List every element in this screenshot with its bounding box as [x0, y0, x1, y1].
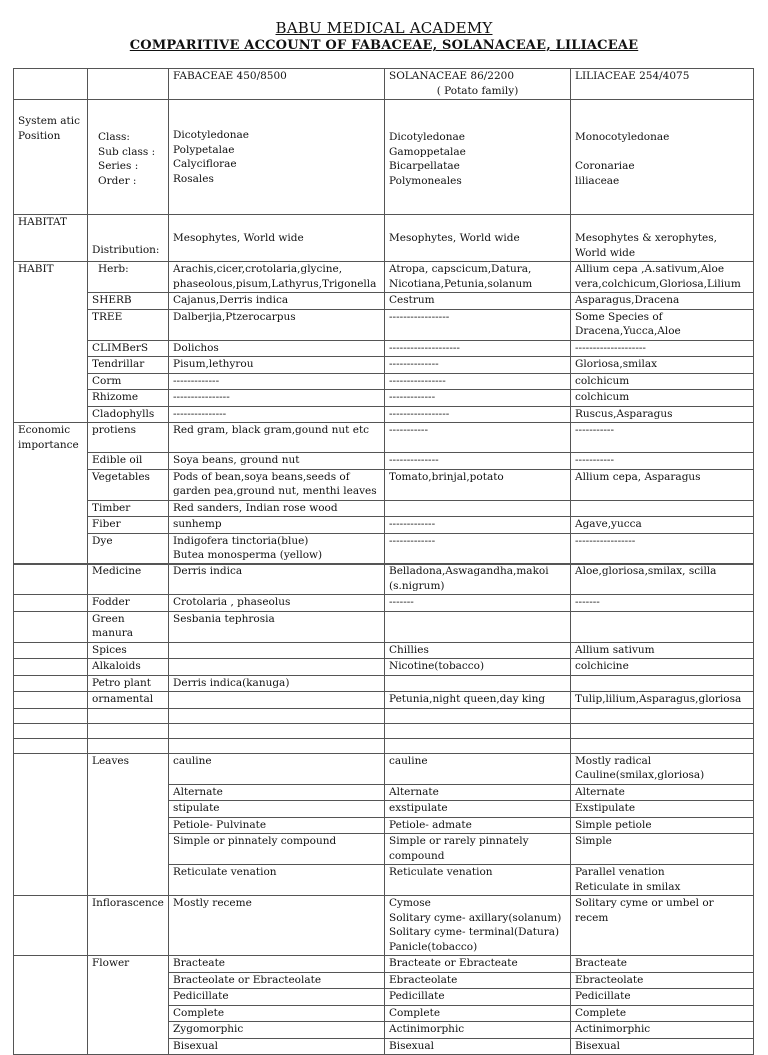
empty-cell	[169, 708, 385, 723]
inflorescence-label: Inflorascence	[88, 896, 169, 956]
systematic-liliaceae: Monocotyledonae Coronariae liliaceae	[571, 100, 754, 215]
habit-type: Tendrillar	[88, 357, 169, 374]
fabaceae-cell	[169, 642, 385, 659]
habit-row	[14, 293, 754, 310]
economic-type: Edible oil	[88, 453, 169, 470]
fabaceae-cell: Dalberjia,Ptzerocarpus	[169, 309, 385, 340]
fabaceae-cell	[169, 692, 385, 709]
header-row	[14, 69, 754, 100]
liliaceae-cell: colchicine	[571, 659, 754, 676]
habit-label: HABIT	[14, 262, 88, 423]
empty-cell	[88, 738, 169, 753]
comparison-table-2	[13, 563, 754, 1055]
systematic-label: System atic Position	[14, 100, 88, 215]
economic-label: Economic importance	[14, 423, 88, 565]
fabaceae-cell: cauline	[169, 753, 385, 784]
fabaceae-cell	[169, 659, 385, 676]
economic-type: Timber	[88, 500, 169, 517]
fabaceae-cell: Pods of bean,soya beans,seeds of garden pea,ground nut, menthi leaves	[169, 469, 385, 500]
solanaceae-cell: -------------	[385, 390, 571, 407]
uses-row	[14, 564, 754, 595]
fabaceae-cell: Complete	[169, 1005, 385, 1022]
economic-type: protiens	[88, 423, 169, 453]
flower-row	[14, 956, 754, 973]
fabaceae-cell: -------------	[169, 373, 385, 390]
solanaceae-cell: Bisexual	[385, 1038, 571, 1055]
use-type: ornamental	[88, 692, 169, 709]
empty-cell	[169, 738, 385, 753]
fabaceae-cell: Derris indica(kanuga)	[169, 675, 385, 692]
fabaceae-cell: Crotolaria , phaseolus	[169, 595, 385, 612]
use-type: Medicine	[88, 564, 169, 595]
flower-label: Flower	[88, 956, 169, 1055]
habitat-solanaceae: Mesophytes, World wide	[385, 215, 571, 262]
liliaceae-cell: Bisexual	[571, 1038, 754, 1055]
solanaceae-cell: Tomato,brinjal,potato	[385, 469, 571, 500]
document-subtitle: COMPARITIVE ACCOUNT OF FABACEAE, SOLANACEAE, LILIACEAE	[129, 38, 639, 53]
solanaceae-cell: Ebracteolate	[385, 972, 571, 989]
fabaceae-cell: Bracteate	[169, 956, 385, 973]
habit-row	[14, 406, 754, 423]
row-spacer-cell	[14, 595, 88, 612]
liliaceae-cell: Exstipulate	[571, 801, 754, 818]
solanaceae-cell: Actinimorphic	[385, 1022, 571, 1039]
economic-row	[14, 453, 754, 470]
uses-row	[14, 642, 754, 659]
empty-cell	[14, 708, 88, 723]
liliaceae-cell: colchicum	[571, 390, 754, 407]
solanaceae-cell: Simple or rarely pinnately compound	[385, 834, 571, 865]
empty-cell	[385, 708, 571, 723]
fabaceae-cell: Petiole- Pulvinate	[169, 817, 385, 834]
solanaceae-cell: exstipulate	[385, 801, 571, 818]
solanaceae-cell: -------------	[385, 517, 571, 534]
solanaceae-cell	[385, 500, 571, 517]
uses-row	[14, 595, 754, 612]
liliaceae-cell: Ebracteolate	[571, 972, 754, 989]
habitat-row	[14, 215, 754, 262]
title-block	[0, 20, 768, 54]
liliaceae-cell	[571, 675, 754, 692]
leaves-label: Leaves	[88, 753, 169, 896]
empty-cell	[571, 738, 754, 753]
solanaceae-cell: Petunia,night queen,day king	[385, 692, 571, 709]
economic-row	[14, 533, 754, 564]
habitat-label: HABITAT	[14, 215, 88, 262]
economic-type: Fiber	[88, 517, 169, 534]
solanaceae-cell: Complete	[385, 1005, 571, 1022]
economic-row	[14, 500, 754, 517]
solanaceae-cell: cauline	[385, 753, 571, 784]
liliaceae-cell: Ruscus,Asparagus	[571, 406, 754, 423]
habit-type: SHERB	[88, 293, 169, 310]
empty-cell	[88, 723, 169, 738]
liliaceae-cell: -----------------	[571, 533, 754, 564]
solanaceae-subheader: ( Potato family)	[436, 84, 519, 97]
habit-type: CLIMBerS	[88, 340, 169, 357]
liliaceae-cell	[571, 500, 754, 517]
liliaceae-cell: Parallel venation Reticulate in smilax	[571, 865, 754, 896]
fabaceae-cell: ----------------	[169, 390, 385, 407]
uses-row	[14, 659, 754, 676]
solanaceae-cell: Petiole- admate	[385, 817, 571, 834]
liliaceae-cell: -----------	[571, 453, 754, 470]
solanaceae-cell: Cestrum	[385, 293, 571, 310]
fabaceae-cell: stipulate	[169, 801, 385, 818]
economic-row	[14, 469, 754, 500]
uses-row	[14, 611, 754, 642]
fabaceae-cell: Cajanus,Derris indica	[169, 293, 385, 310]
liliaceae-cell: Tulip,lilium,Asparagus,gloriosa	[571, 692, 754, 709]
economic-row	[14, 517, 754, 534]
liliaceae-cell: -------	[571, 595, 754, 612]
row-spacer-cell	[14, 692, 88, 709]
liliaceae-cell: Pedicillate	[571, 989, 754, 1006]
fabaceae-cell: Derris indica	[169, 564, 385, 595]
fabaceae-cell: Zygomorphic	[169, 1022, 385, 1039]
liliaceae-cell: Some Species of Dracena,Yucca,Aloe	[571, 309, 754, 340]
empty-header-cell	[14, 69, 88, 100]
fabaceae-cell: Pisum,lethyrou	[169, 357, 385, 374]
use-type: Alkaloids	[88, 659, 169, 676]
leaves-spacer-cell	[14, 753, 88, 896]
liliaceae-cell: Allium cepa ,A.sativum,Aloe vera,colchicum,Gloriosa,Lilium	[571, 262, 754, 293]
liliaceae-cell	[571, 611, 754, 642]
liliaceae-cell: Mostly radical Cauline(smilax,gloriosa)	[571, 753, 754, 784]
solanaceae-header-text: SOLANACEAE 86/2200	[389, 70, 515, 82]
use-type: Green manura	[88, 611, 169, 642]
liliaceae-cell: --------------------	[571, 340, 754, 357]
fabaceae-cell: Pedicillate	[169, 989, 385, 1006]
empty-cell	[14, 738, 88, 753]
empty-cell	[571, 708, 754, 723]
fabaceae-cell: Bisexual	[169, 1038, 385, 1055]
use-type: Petro plant	[88, 675, 169, 692]
liliaceae-cell: Alternate	[571, 784, 754, 801]
empty-row	[14, 723, 754, 738]
solanaceae-cell: -----------	[385, 423, 571, 453]
use-type: Spices	[88, 642, 169, 659]
inflorescence-row	[14, 896, 754, 956]
row-spacer-cell	[14, 642, 88, 659]
fabaceae-cell: ---------------	[169, 406, 385, 423]
fabaceae-cell: Indigofera tinctoria(blue) Butea monosperma (yellow)	[169, 533, 385, 564]
systematic-solanaceae: Dicotyledonae Gamoppetalae Bicarpellatae Polymoneales	[385, 100, 571, 215]
habit-row	[14, 390, 754, 407]
habit-type: Corm	[88, 373, 169, 390]
habit-type: TREE	[88, 309, 169, 340]
fabaceae-cell: Arachis,cicer,crotolaria,glycine, phaseolous,pisum,Lathyrus,Trigonella	[169, 262, 385, 293]
systematic-fabaceae: Dicotyledonae Polypetalae Calyciflorae Rosales	[169, 100, 385, 215]
habit-type: Cladophylls	[88, 406, 169, 423]
empty-header-cell	[88, 69, 169, 100]
uses-row	[14, 675, 754, 692]
solanaceae-cell: Nicotine(tobacco)	[385, 659, 571, 676]
fabaceae-header: FABACEAE 450/8500	[169, 69, 385, 100]
habit-type: Rhizome	[88, 390, 169, 407]
liliaceae-cell: Allium cepa, Asparagus	[571, 469, 754, 500]
empty-row	[14, 738, 754, 753]
solanaceae-cell: Belladona,Aswagandha,makoi (s.nigrum)	[385, 564, 571, 595]
row-spacer-cell	[14, 675, 88, 692]
economic-row	[14, 423, 754, 453]
empty-cell	[385, 723, 571, 738]
solanaceae-cell: Reticulate venation	[385, 865, 571, 896]
liliaceae-cell: Asparagus,Dracena	[571, 293, 754, 310]
fabaceae-cell: Red sanders, Indian rose wood	[169, 500, 385, 517]
fabaceae-cell: Dolichos	[169, 340, 385, 357]
economic-type: Dye	[88, 533, 169, 564]
liliaceae-cell: colchicum	[571, 373, 754, 390]
solanaceae-cell: --------------	[385, 357, 571, 374]
liliaceae-cell: Bracteate	[571, 956, 754, 973]
solanaceae-cell: --------------	[385, 453, 571, 470]
habitat-fabaceae: Mesophytes, World wide	[169, 215, 385, 262]
liliaceae-cell: Complete	[571, 1005, 754, 1022]
empty-cell	[169, 723, 385, 738]
habit-row	[14, 340, 754, 357]
solanaceae-cell: Bracteate or Ebracteate	[385, 956, 571, 973]
liliaceae-cell: Actinimorphic	[571, 1022, 754, 1039]
liliaceae-header: LILIACEAE 254/4075	[571, 69, 754, 100]
academy-title: BABU MEDICAL ACADEMY	[275, 19, 493, 37]
solanaceae-cell: Cymose Solitary cyme- axillary(solanum) Solitary cyme- terminal(Datura) Panicle(tobacco)	[385, 896, 571, 956]
uses-row	[14, 692, 754, 709]
solanaceae-cell	[385, 675, 571, 692]
habit-row	[14, 309, 754, 340]
habitat-sublabel: Distribution:	[88, 215, 169, 262]
liliaceae-cell: Agave,yucca	[571, 517, 754, 534]
leaves-row	[14, 753, 754, 784]
use-type: Fodder	[88, 595, 169, 612]
liliaceae-cell: Gloriosa,smilax	[571, 357, 754, 374]
solanaceae-cell: Atropa, capscicum,Datura, Nicotiana,Petunia,solanum	[385, 262, 571, 293]
liliaceae-cell: Allium sativum	[571, 642, 754, 659]
solanaceae-cell: -----------------	[385, 309, 571, 340]
habitat-liliaceae: Mesophytes & xerophytes, World wide	[571, 215, 754, 262]
fabaceae-cell: Reticulate venation	[169, 865, 385, 896]
liliaceae-cell: -----------	[571, 423, 754, 453]
fabaceae-cell: Alternate	[169, 784, 385, 801]
row-spacer-cell	[14, 659, 88, 676]
solanaceae-cell: ----------------	[385, 373, 571, 390]
liliaceae-cell: Simple petiole	[571, 817, 754, 834]
row-spacer-cell	[14, 896, 88, 956]
flower-spacer-cell	[14, 956, 88, 1055]
solanaceae-cell: Alternate	[385, 784, 571, 801]
fabaceae-cell: Simple or pinnately compound	[169, 834, 385, 865]
empty-row	[14, 708, 754, 723]
empty-cell	[14, 723, 88, 738]
solanaceae-cell: -----------------	[385, 406, 571, 423]
habit-row	[14, 373, 754, 390]
solanaceae-cell: -------	[385, 595, 571, 612]
fabaceae-cell: Mostly receme	[169, 896, 385, 956]
row-spacer-cell	[14, 564, 88, 595]
solanaceae-header	[385, 69, 571, 100]
systematic-row	[14, 100, 754, 215]
systematic-sublabels: Class: Sub class : Series : Order :	[88, 100, 169, 215]
solanaceae-cell: Pedicillate	[385, 989, 571, 1006]
empty-cell	[571, 723, 754, 738]
liliaceae-cell: Solitary cyme or umbel or recem	[571, 896, 754, 956]
fabaceae-cell: Bracteolate or Ebracteolate	[169, 972, 385, 989]
solanaceae-cell: --------------------	[385, 340, 571, 357]
fabaceae-cell: sunhemp	[169, 517, 385, 534]
solanaceae-cell	[385, 611, 571, 642]
fabaceae-cell: Soya beans, ground nut	[169, 453, 385, 470]
habit-row	[14, 357, 754, 374]
solanaceae-cell: -------------	[385, 533, 571, 564]
habit-type: Herb:	[88, 262, 169, 293]
empty-cell	[385, 738, 571, 753]
fabaceae-cell: Red gram, black gram,gound nut etc	[169, 423, 385, 453]
row-spacer-cell	[14, 611, 88, 642]
empty-cell	[88, 708, 169, 723]
comparison-table-1	[13, 68, 754, 565]
solanaceae-cell: Chillies	[385, 642, 571, 659]
habit-row	[14, 262, 754, 293]
liliaceae-cell: Simple	[571, 834, 754, 865]
economic-type: Vegetables	[88, 469, 169, 500]
fabaceae-cell: Sesbania tephrosia	[169, 611, 385, 642]
liliaceae-cell: Aloe,gloriosa,smilax, scilla	[571, 564, 754, 595]
